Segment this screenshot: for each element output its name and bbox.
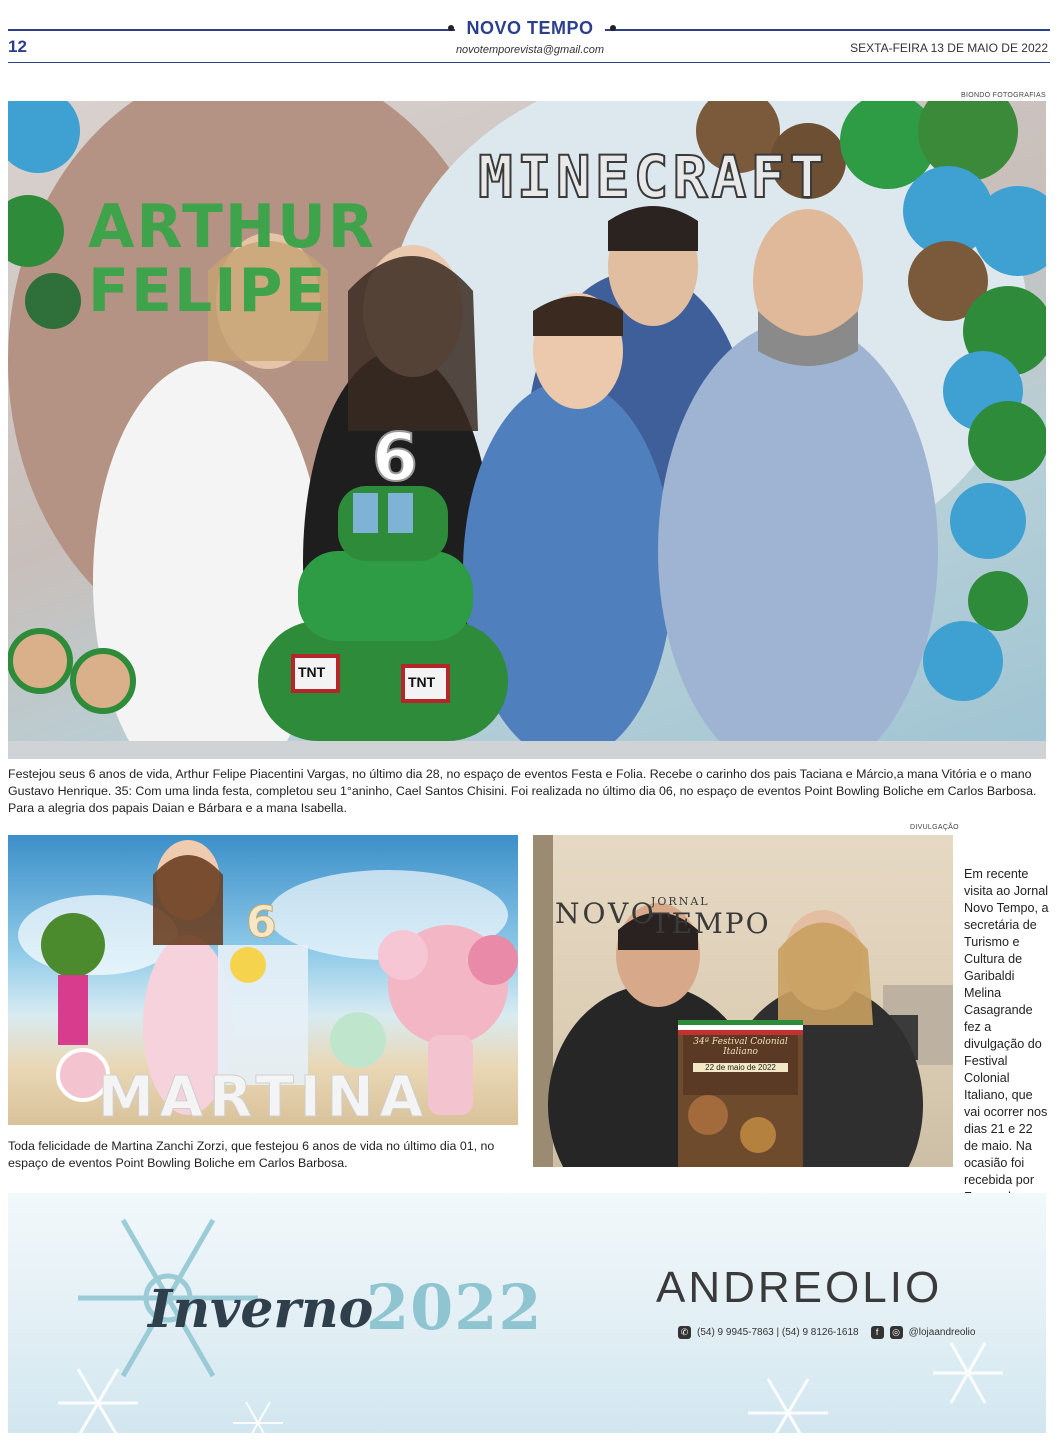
ad-title-year: 2022	[366, 1271, 543, 1344]
issue-date: SEXTA-FEIRA 13 DE MAIO DE 2022	[850, 41, 1048, 55]
martina-caption: Toda felicidade de Martina Zanchi Zorzi, que festejou 6 anos de vida no último dia 01, no espaço de eventos Point Bowling Boliche em Carlos Barbosa.	[8, 1139, 495, 1170]
photo-credit-top: BIONDO FOTOGRAFIAS	[960, 92, 1046, 99]
newspaper-email[interactable]: novotemporevista@gmail.com	[455, 44, 605, 56]
ad-brand-logo: ANDREOLIO	[656, 1263, 943, 1312]
masthead	[0, 0, 1058, 70]
ad-title-word: Inverno	[148, 1279, 374, 1340]
header-rule-bottom	[8, 62, 1050, 63]
whatsapp-icon: ✆	[678, 1326, 691, 1339]
main-photo-caption: Festejou seus 6 anos de vida, Arthur Felipe Piacentini Vargas, no último dia 28, no espaço de eventos Festa e Folia. Recebe o carinho dos pais Taciana e Márcio,a mana Vitória e o mano Gustavo Henrique. 35: Com uma linda festa, completou seu 1°aninho, Cael Santos Chisini. Foi realizada no último dia 06, no espaço de eventos Point Bowling Boliche em Carlos Barbosa. Para a alegria dos papais Daian e Bárbara e a mana Isabella.	[8, 767, 1037, 815]
wall-sign-tempo: TEMPO	[651, 907, 771, 940]
visit-photo-art	[533, 835, 953, 1167]
page-number: 12	[8, 37, 27, 56]
banner-name-line1: ARTHUR	[88, 192, 377, 262]
photo-credit-right: DIVULGAÇÃO	[910, 824, 959, 831]
banner-theme-logo: MINECRAFT	[478, 143, 829, 211]
visit-caption: Em recente visita ao Jornal Novo Tempo, a secretária de Turismo e Cultura de Garibaldi Melina Casagrande fez a divulgação do Festival Colonial Italiano, que vai ocorrer nos dias 21 e 22 de maio. Na ocasião foi recebida por	[964, 867, 1049, 1187]
birthday-photo-martina	[8, 835, 518, 1125]
facebook-icon: f	[871, 1326, 884, 1339]
festival-poster-date: 22 de maio de 2022	[693, 1063, 788, 1072]
martina-name-letters: MARTINA	[98, 1065, 429, 1125]
festival-poster-title: 34ª Festival Colonial Italiano	[693, 1037, 788, 1057]
wall-sign-jornal: JORNAL	[651, 895, 710, 908]
martina-cake-number: 6	[246, 897, 277, 948]
birthday-photo-arthur	[8, 101, 1046, 759]
header-dot-right	[610, 25, 616, 31]
ad-social-handle[interactable]: @lojaandreolio	[908, 1327, 976, 1338]
ad-phones[interactable]: (54) 9 9945-7863 | (54) 9 8126-1618	[697, 1327, 859, 1338]
newspaper-title: NOVO TEMPO	[455, 18, 605, 44]
instagram-icon: ◎	[890, 1326, 903, 1339]
banner-name-line2: FELIPE	[88, 256, 328, 326]
header-dot-left	[448, 25, 454, 31]
cake-tnt-label-2: TNT	[408, 674, 436, 690]
visit-photo	[533, 835, 953, 1167]
andreolio-ad[interactable]	[8, 1193, 1046, 1433]
ad-contacts	[678, 1326, 975, 1339]
cake-tnt-label-1: TNT	[298, 664, 326, 680]
cake-candle-number: 6	[372, 419, 418, 496]
wall-sign-novo: NOVO	[555, 897, 657, 930]
